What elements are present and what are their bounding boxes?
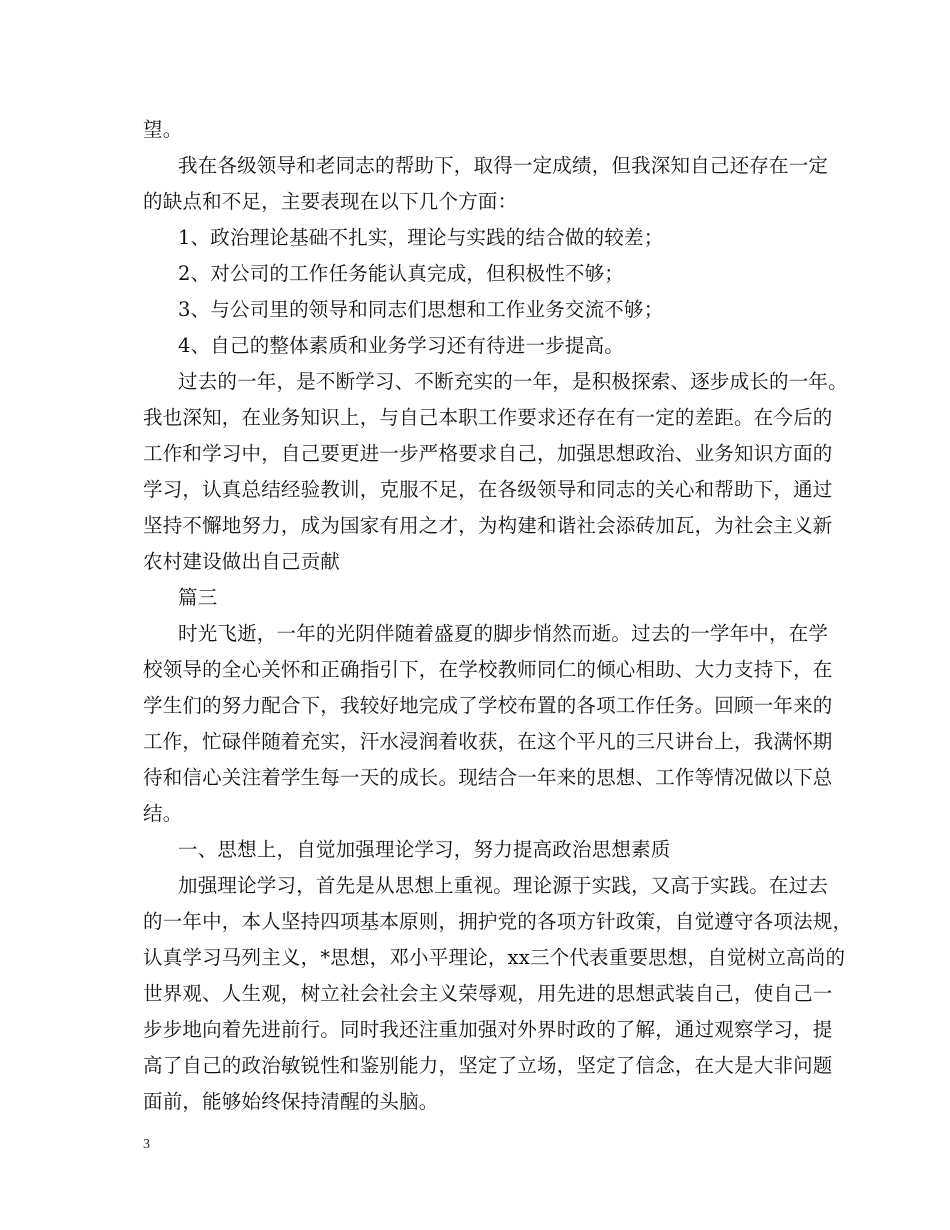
text-line: 校领导的全心关怀和正确指引下，在学校教师同仁的倾心相助、大力支持下，在 [143, 658, 833, 681]
text-line: 面前，能够始终保持清醒的头脑。 [143, 1090, 439, 1113]
text-line: 结。 [143, 802, 183, 825]
text-line: 世界观、人生观，树立社会社会主义荣辱观，用先进的思想武装自己，使自己一 [143, 982, 833, 1005]
text-line: 的一年中，本人坚持四项基本原则，拥护党的各项方针政策，自觉遵守各项法规， [143, 910, 853, 933]
text-line: 坚持不懈地努力，成为国家有用之才，为构建和谐社会添砖加瓦，为社会主义新 [143, 514, 833, 537]
text-line: 我也深知，在业务知识上，与自己本职工作要求还存在有一定的差距。在今后的 [143, 406, 833, 429]
page-number: 3 [143, 1137, 150, 1152]
text-line: 加强理论学习，首先是从思想上重视。理论源于实践，又高于实践。在过去 [178, 874, 829, 897]
text-line: 学生们的努力配合下，我较好地完成了学校布置的各项工作任务。回顾一年来的 [143, 694, 833, 717]
text-line: 高了自己的政治敏锐性和鉴别能力，坚定了立场，坚定了信念，在大是大非问题 [143, 1054, 833, 1077]
text-line: 认真学习马列主义，*思想，邓小平理论，xx三个代表重要思想，自觉树立高尚的 [143, 946, 846, 969]
text-line: 工作，忙碌伴随着充实，汗水浸润着收获，在这个平凡的三尺讲台上，我满怀期 [143, 730, 833, 753]
text-line: 望。 [143, 118, 183, 141]
list-item: 1、政治理论基础不扎实，理论与实践的结合做的较差； [178, 226, 664, 249]
list-item: 3、与公司里的领导和同志们思想和工作业务交流不够； [178, 298, 664, 321]
text-line: 学习，认真总结经验教训，克服不足，在各级领导和同志的关心和帮助下，通过 [143, 478, 833, 501]
text-line: 过去的一年，是不断学习、不断充实的一年，是积极探索、逐步成长的一年。 [178, 370, 848, 393]
subsection-heading: 一、思想上，自觉加强理论学习，努力提高政治思想素质 [178, 838, 671, 861]
text-line: 我在各级领导和老同志的帮助下，取得一定成绩，但我深知自己还存在一定 [178, 154, 829, 177]
text-line: 的缺点和不足，主要表现在以下几个方面： [143, 190, 518, 213]
text-line: 时光飞逝，一年的光阴伴随着盛夏的脚步悄然而逝。过去的一学年中，在学 [178, 622, 829, 645]
list-item: 4、自己的整体素质和业务学习还有待进一步提高。 [178, 334, 625, 357]
section-heading: 篇三 [178, 586, 218, 609]
text-line: 工作和学习中，自己要更进一步严格要求自己，加强思想政治、业务知识方面的 [143, 442, 833, 465]
text-line: 农村建设做出自己贡献 [143, 550, 341, 573]
list-item: 2、对公司的工作任务能认真完成，但积极性不够； [178, 262, 625, 285]
text-line: 步步地向着先进前行。同时我还注重加强对外界时政的了解，通过观察学习，提 [143, 1018, 833, 1041]
document-body [143, 112, 853, 1120]
text-line: 待和信心关注着学生每一天的成长。现结合一年来的思想、工作等情况做以下总 [143, 766, 833, 789]
